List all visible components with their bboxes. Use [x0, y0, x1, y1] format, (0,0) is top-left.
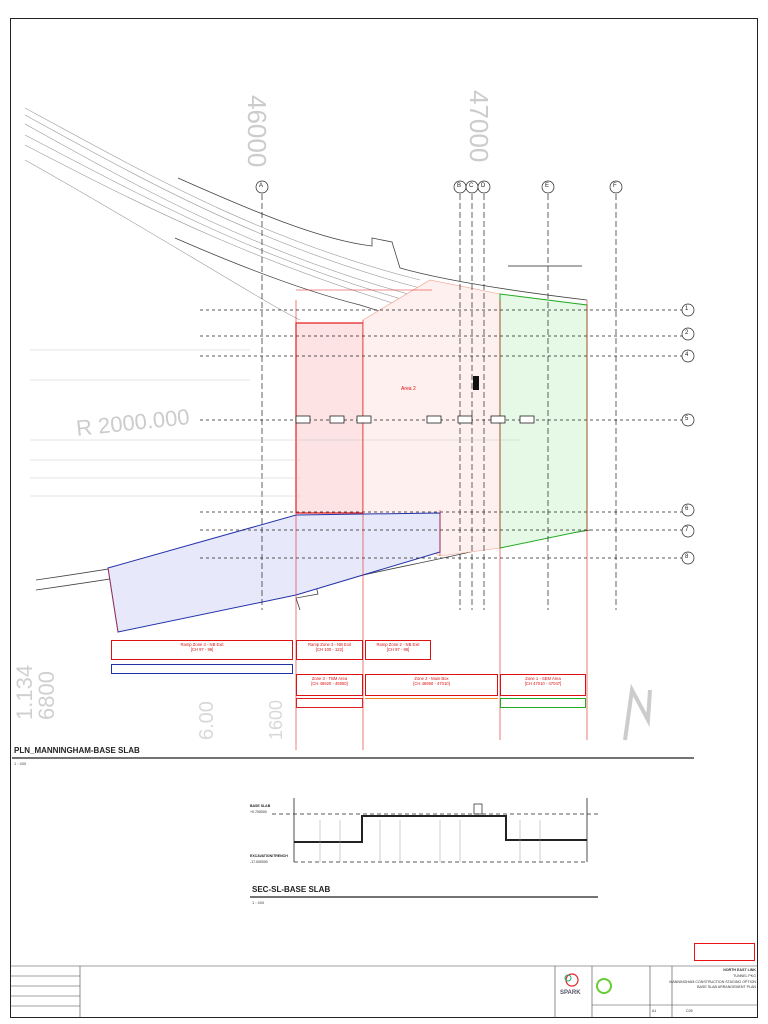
level-value-base-slab: +0.700000 [250, 810, 267, 814]
chainage-label-46000: 46000 [242, 95, 272, 168]
zone-chainage: [CH 97 - 99] [190, 647, 214, 653]
grid-row-7: 7 [685, 527, 689, 533]
zone-1-sem-fill [500, 294, 587, 548]
level-name-excavation: EXCAVATION/TRENCH [250, 854, 288, 858]
grid-row-6: 6 [685, 506, 689, 512]
drawing-title-line-2: BASE SLAB ARRANGEMENT PLAN [697, 985, 756, 989]
grid-row-bubbles [682, 304, 694, 564]
zone-label: Ramp Zone 3 - NB Exit [180, 642, 224, 647]
title-block-lines [10, 966, 758, 1018]
zone-2-bar [365, 698, 498, 708]
area-label: Area 2 [401, 386, 416, 392]
zone-box-ramp-3-a [111, 640, 293, 660]
grid-col-a: A [259, 183, 264, 189]
revision: C05 [686, 1009, 693, 1013]
package-name: TUNNEL PKG [733, 974, 756, 978]
sheet-size: A1 [652, 1009, 657, 1013]
grid-col-e: E [545, 183, 550, 189]
grid-row-1: 1 [685, 306, 689, 312]
zone-box-zone-3 [296, 674, 363, 696]
zone-chainage: [CH 100 - 122] [315, 647, 344, 653]
zone-chainage: [CH 97 - 99] [386, 647, 410, 653]
ramp-zone-bar [111, 664, 293, 674]
drawing-title-line-1: MANNINGHAM CONSTRUCTION STAGING OPTION [669, 980, 756, 984]
status-stamp [694, 943, 755, 961]
north-east-link-logo [597, 979, 611, 993]
column-marker [473, 376, 479, 390]
bottom-number-2: 1600 [266, 699, 286, 740]
zone-chainage: [CH 47010 - 47047] [524, 681, 562, 687]
zone-label: Zone 3 - TBM Area [311, 676, 348, 681]
ramp-zone-fill [108, 513, 440, 632]
zone-1-bar [500, 698, 586, 708]
plan-view-scale: 1 : 400 [14, 761, 27, 766]
zone-label: Zone 1 - SEM Area [525, 676, 561, 681]
grid-col-c: C [469, 183, 474, 189]
radius-label: R 2000.000 [74, 404, 191, 441]
level-value-excavation: -17.000000 [250, 860, 268, 864]
spark-logo-text: SPARK [560, 990, 581, 996]
bottom-number-1: 6.00 [196, 701, 218, 740]
zone-label: Ramp Zone 3 - NB Exit [307, 642, 352, 647]
section-drawing [272, 798, 600, 862]
zone-box-ramp-2 [365, 640, 431, 660]
section-view-title: SEC-SL-BASE SLAB [252, 885, 331, 894]
zone-label: Zone 2 - Main Box [414, 676, 449, 681]
project-name: NORTH EAST LINK [723, 968, 756, 972]
plan-view-title: PLN_MANNINGHAM-BASE SLAB [14, 746, 140, 755]
north-arrow [625, 690, 650, 740]
level-name-base-slab: BASE SLAB [250, 804, 271, 808]
zone-label: Ramp Zone 2 - NB Exit [376, 642, 420, 647]
grid-row-4: 4 [685, 352, 689, 358]
zone-chainage: [CH 46950 - 47010] [413, 681, 450, 687]
grid-col-f: F [613, 183, 617, 189]
zone-box-ramp-3-b [296, 640, 363, 660]
grid-col-d: D [481, 183, 486, 189]
margin-number-2: 6800 [34, 671, 59, 720]
margin-number-1: 1.134 [12, 664, 37, 720]
zone-box-zone-1 [500, 674, 586, 696]
zone-3-bar [296, 698, 363, 708]
grid-col-b: B [457, 183, 462, 189]
grid-row-2: 2 [685, 330, 689, 336]
grid-row-5: 5 [685, 416, 689, 422]
alignment-curves [25, 108, 450, 320]
zone-box-zone-2 [365, 674, 498, 696]
zone-chainage: [CH 46920 - 46950] [311, 681, 348, 687]
spark-logo-graphic [565, 974, 578, 986]
grid-row-8: 8 [685, 554, 689, 560]
chainage-label-47000: 47000 [464, 90, 494, 163]
section-view-scale: 1 : 400 [252, 900, 265, 905]
grid-column-bubbles [256, 181, 622, 193]
